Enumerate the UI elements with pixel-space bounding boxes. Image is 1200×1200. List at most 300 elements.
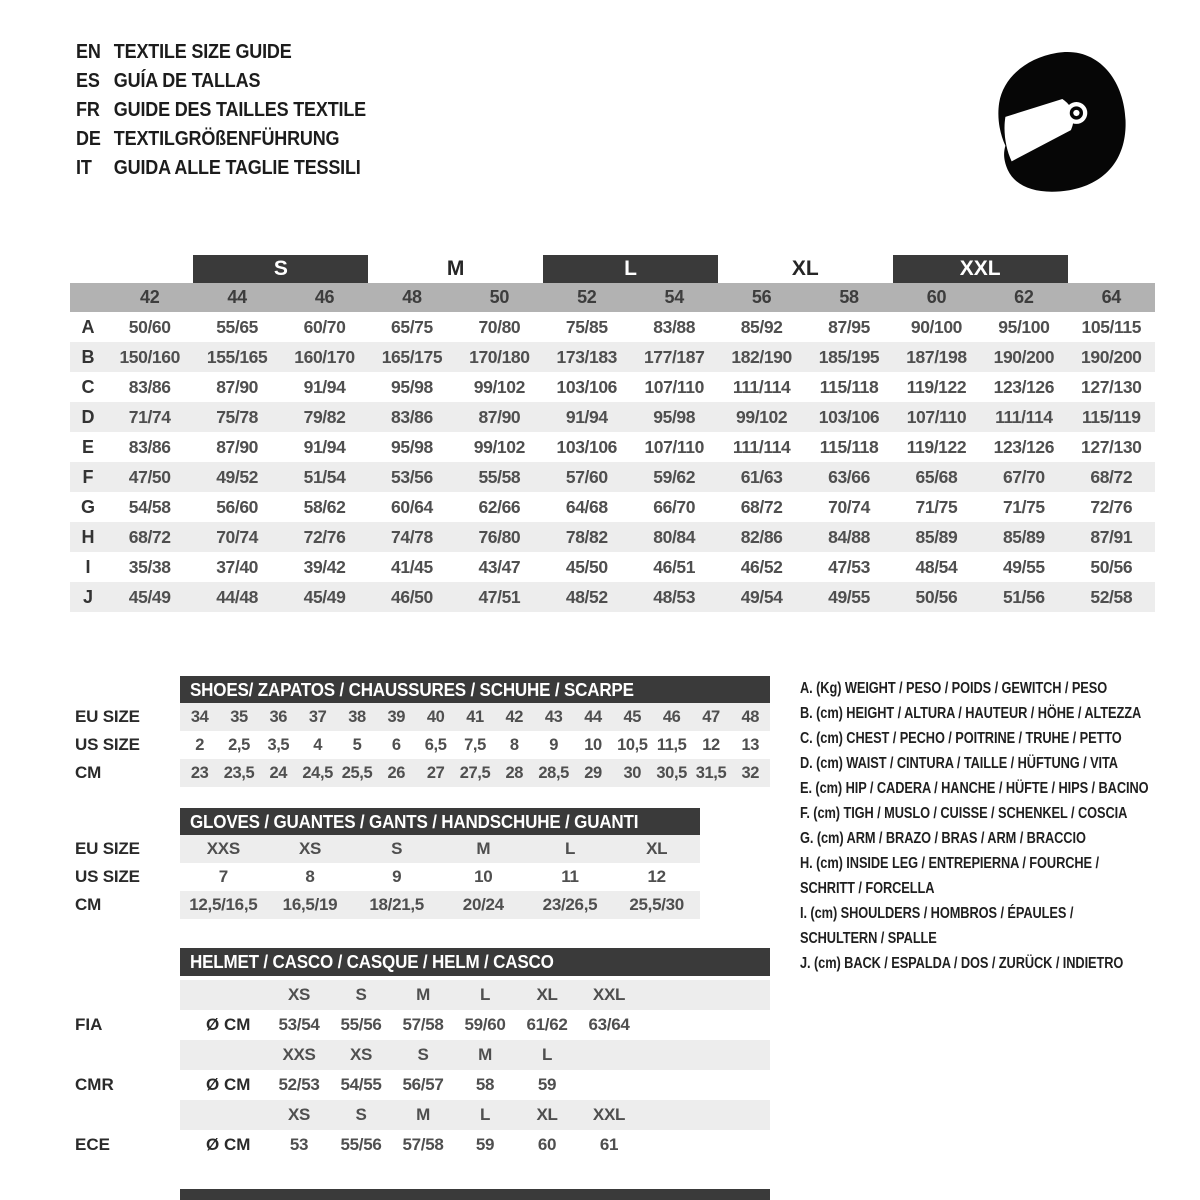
size-cell: 103/106 [818,406,880,427]
row-letter: B [81,346,95,367]
size-cell: 52/58 [1090,586,1133,607]
size-cell: 111/114 [732,376,791,397]
size-band-row [70,255,1155,283]
shoes-cell: 40 [426,707,445,726]
size-column-header: 62 [1014,287,1034,307]
gloves-row-us [180,863,700,891]
gloves-cell: 16,5/19 [282,895,338,914]
size-cell: 76/80 [478,526,521,547]
helmet-value-cell: 59 [475,1135,495,1154]
size-cell: 103/106 [556,436,618,457]
size-column-header: 60 [926,287,947,307]
size-cell: 83/88 [653,316,696,337]
size-cell: 111/114 [732,436,791,457]
size-cell: 182/190 [731,346,792,367]
size-cell: 53/56 [391,466,433,487]
size-cell: 127/130 [1081,376,1142,397]
helmet-value-cell: 61/62 [526,1015,568,1034]
measurement-row [70,402,1155,432]
row-label: EU SIZE [75,707,140,726]
size-cell: 50/56 [915,586,958,607]
size-cell: 160/170 [294,346,355,367]
gloves-row-eu [180,835,700,863]
helmet-value-cell: 63/64 [588,1015,630,1034]
size-cell: 75/78 [216,406,259,427]
gloves-cell: XXS [206,839,240,858]
shoes-cell: 29 [584,763,602,782]
shoes-cell: 24 [269,763,288,782]
legend-line: SCHULTERN / SPALLE [800,930,937,947]
size-cell: 185/195 [818,346,880,367]
size-cell: 85/89 [1002,526,1045,547]
size-cell: 49/55 [828,586,870,607]
helmet-value-cell: 60 [537,1135,557,1154]
size-column-header: 54 [664,287,684,307]
size-cell: 50/60 [128,316,171,337]
shoes-cell: 41 [466,707,484,726]
gloves-cell: 12 [647,867,666,886]
helmet-values-row [180,1070,770,1100]
size-cell: 48/53 [653,586,696,607]
size-cell: 87/91 [1090,526,1133,547]
size-cell: 44/48 [216,586,259,607]
gloves-row-cm [180,891,700,919]
shoes-cell: 9 [549,735,559,754]
size-cell: 99/102 [736,406,788,427]
gloves-cell: S [391,839,403,858]
shoes-cell: 26 [387,763,406,782]
size-cell: 47/51 [478,586,521,607]
shoes-section-title: SHOES/ ZAPATOS / CHAUSSURES / SCHUHE / SCARPE [190,678,634,700]
standard-label: ECE [75,1135,110,1154]
size-cell: 57/60 [565,466,608,487]
measurement-row [70,582,1155,612]
helmet-size-cell: M [478,1045,492,1064]
shoes-table [180,703,770,787]
helmet-sizes-row [180,980,770,1010]
size-cell: 187/198 [906,346,967,367]
shoes-cell: 42 [505,707,524,726]
size-cell: 65/68 [915,466,958,487]
shoes-cell: 27 [426,763,445,782]
shoes-cell: 39 [387,707,406,726]
size-cell: 61/63 [740,466,783,487]
size-column-header: 42 [139,287,160,307]
gloves-cell: 23/26,5 [542,895,598,914]
gloves-cell: 10 [474,867,493,886]
size-cell: 72/76 [303,526,346,547]
size-cell: 119/122 [906,436,967,457]
shoes-cell: 34 [190,707,209,726]
size-column-header: 50 [489,287,510,307]
size-cell: 83/86 [391,406,433,427]
helmet-value-cell: 55/56 [340,1015,382,1034]
gloves-cell: XS [298,839,322,858]
standard-label: CMR [75,1075,114,1094]
gloves-row-labels [75,835,140,919]
gloves-cell: L [564,839,576,858]
helmet-size-cell: L [541,1045,553,1064]
standard-label: FIA [75,1015,103,1034]
helmet-value-cell: 59/60 [464,1015,506,1034]
helmet-size-cell: XS [287,985,311,1004]
language-label: GUIDE DES TAILLES TEXTILE [113,99,366,121]
size-cell: 99/102 [473,376,525,397]
size-cell: 83/86 [128,436,171,457]
legend-line: H. (cm) INSIDE LEG / ENTREPIERNA / FOURCHE / [800,855,1099,872]
size-cell: 46/50 [391,586,433,607]
legend-line: D. (cm) WAIST / CINTURA / TAILLE / HÜFTUNG / VITA [800,755,1118,772]
size-cell: 48/52 [565,586,608,607]
row-label: US SIZE [75,735,140,754]
size-cell: 95/100 [998,316,1050,337]
size-cell: 60/70 [303,316,346,337]
size-band-s: S [193,255,368,283]
measurement-row [70,492,1155,522]
size-cell: 123/126 [993,436,1055,457]
size-cell: 83/86 [128,376,171,397]
size-cell: 51/56 [1002,586,1045,607]
helmet-size-cell: S [355,1105,367,1124]
shoes-cell: 4 [313,735,323,754]
shoes-cell: 27,5 [459,763,491,782]
size-cell: 190/200 [1081,346,1142,367]
helmet-value-cell: 57/58 [402,1135,444,1154]
size-cell: 75/85 [565,316,608,337]
row-letter: F [82,466,94,487]
size-cell: 67/70 [1002,466,1045,487]
size-cell: 68/72 [128,526,171,547]
shoes-cell: 13 [741,735,760,754]
size-cell: 71/75 [915,496,958,517]
size-cell: 91/94 [303,376,346,397]
size-cell: 95/98 [391,376,433,397]
size-cell: 56/60 [216,496,259,517]
helmet-value-cell: 52/53 [278,1075,320,1094]
size-column-header: 44 [227,287,247,307]
legend-line: SCHRITT / FORCELLA [800,880,935,897]
size-cell: 55/58 [478,466,521,487]
size-cell: 68/72 [1090,466,1133,487]
row-letter: E [81,436,94,457]
row-label: CM [75,895,102,914]
size-cell: 123/126 [993,376,1055,397]
shoes-section-header [180,676,770,703]
size-cell: 85/89 [915,526,958,547]
size-cell: 79/82 [303,406,346,427]
size-cell: 87/90 [216,436,259,457]
shoes-cell: 23,5 [223,763,255,782]
row-letter: H [81,526,95,547]
helmet-unit: Ø CM [206,1135,251,1154]
textile-size-table [70,255,1155,612]
size-cell: 54/58 [128,496,171,517]
helmet-value-cell: 55/56 [340,1135,382,1154]
size-cell: 39/42 [303,556,346,577]
helmet-unit-spacer [180,980,268,1010]
helmet-value-cell: 53/54 [278,1015,320,1034]
size-column-header: 48 [402,287,422,307]
size-cell: 68/72 [740,496,783,517]
language-label: TEXTILE SIZE GUIDE [113,41,292,63]
shoes-row-eu [180,703,770,731]
size-cell: 49/52 [216,466,259,487]
size-cell: 72/76 [1090,496,1133,517]
size-cell: 82/86 [740,526,783,547]
helmet-size-cell: XS [349,1045,373,1064]
size-cell: 165/175 [381,346,443,367]
size-cell: 155/165 [206,346,268,367]
shoes-cell: 36 [269,707,288,726]
language-title-list [76,38,398,183]
gloves-cell: XL [646,839,668,858]
size-cell: 105/115 [1081,316,1142,337]
size-cell: 48/54 [915,556,958,577]
size-cell: 91/94 [303,436,346,457]
shoes-cell: 43 [544,707,563,726]
gloves-cell: 7 [218,867,228,886]
shoes-cell: 7,5 [464,735,486,754]
shoes-row-us [180,731,770,759]
size-cell: 43/47 [478,556,521,577]
helmet-value-cell: 59 [537,1075,557,1094]
language-label: GUIDA ALLE TAGLIE TESSILI [113,157,361,179]
shoes-cell: 5 [352,735,362,754]
gloves-cell: 12,5/16,5 [189,895,258,914]
language-row [76,67,366,96]
helmet-value-cell: 53 [289,1135,309,1154]
shoes-cell: 47 [702,707,720,726]
row-label: US SIZE [75,867,140,886]
legend-line: J. (cm) BACK / ESPALDA / DOS / ZURÜCK / INDIETRO [800,955,1124,972]
legend-line: E. (cm) HIP / CADERA / HANCHE / HÜFTE / HIPS / BACINO [800,780,1149,797]
size-cell: 41/45 [391,556,433,577]
size-cell: 47/53 [828,556,870,577]
helmet-size-cell: S [355,985,367,1004]
measurement-row [70,432,1155,462]
gloves-cell: 25,5/30 [629,895,684,914]
shoes-cell: 38 [348,707,366,726]
helmet-value-cell: 54/55 [340,1075,382,1094]
gloves-cell: 18/21,5 [369,895,424,914]
size-cell: 45/49 [128,586,171,607]
size-cell: 70/74 [216,526,259,547]
shoes-cell: 10,5 [617,735,648,754]
shoes-cell: 10 [584,735,602,754]
helmet-size-cell: M [416,1105,430,1124]
size-cell: 37/40 [216,556,259,577]
shoes-cell: 31,5 [695,763,727,782]
size-column-header: 56 [751,287,772,307]
size-cell: 115/118 [819,436,879,457]
size-cell: 58/62 [303,496,346,517]
shoes-cell: 2 [195,735,205,754]
shoes-cell: 11,5 [656,735,687,754]
measurement-row [70,312,1155,342]
size-cell: 103/106 [556,376,618,397]
gloves-section-title: GLOVES / GUANTES / GANTS / HANDSCHUHE / GUANTI [190,810,639,832]
size-cell: 115/118 [819,376,879,397]
racing-helmet-glyph [982,42,1138,198]
helmet-value-cell: 58 [475,1075,495,1094]
shoes-row-cm [180,759,770,787]
size-band-m: M [446,257,465,280]
size-column-header: 46 [314,287,335,307]
size-cell: 47/50 [128,466,171,487]
shoes-cell: 2,5 [228,735,250,754]
band-spacer [70,255,193,283]
shoes-cell: 32 [741,763,760,782]
gloves-cell: 20/24 [462,895,504,914]
row-letter: I [85,556,91,577]
gloves-section-header [180,808,700,835]
size-cell: 55/65 [216,316,259,337]
helmet-size-cell: XXL [592,1105,626,1124]
row-letter: A [81,316,95,337]
shoes-cell: 37 [308,707,327,726]
language-label: GUÍA DE TALLAS [113,70,261,92]
shoes-cell: 45 [623,707,642,726]
size-cell: 111/114 [995,406,1053,427]
shoes-cell: 44 [584,707,602,726]
helmet-unit: Ø CM [206,1075,251,1094]
helmet-size-cell: XXL [592,985,626,1004]
size-cell: 74/78 [391,526,433,547]
helmet-unit-spacer [180,1040,268,1070]
size-cell: 190/200 [993,346,1055,367]
gloves-cell: M [476,839,491,858]
size-cell: 107/110 [644,376,704,397]
shoes-cell: 25,5 [341,763,373,782]
helmet-size-cell: XL [536,1105,558,1124]
language-code: ES [76,70,100,92]
size-cell: 46/52 [740,556,783,577]
size-cell: 85/92 [740,316,783,337]
size-cell: 91/94 [565,406,608,427]
size-cell: 60/64 [391,496,433,517]
legend-line: C. (cm) CHEST / PECHO / POITRINE / TRUHE / PETTO [800,730,1122,747]
size-cell: 51/54 [303,466,346,487]
size-cell: 87/90 [216,376,259,397]
size-cell: 71/74 [128,406,171,427]
size-cell: 87/90 [478,406,521,427]
size-cell: 127/130 [1081,436,1142,457]
shoes-cell: 23 [190,763,209,782]
size-cell: 45/50 [565,556,608,577]
size-cell: 78/82 [565,526,608,547]
size-cell: 84/88 [828,526,870,547]
measurement-row [70,552,1155,582]
size-cell: 62/66 [478,496,521,517]
size-cell: 64/68 [565,496,608,517]
size-cell: 95/98 [653,406,696,427]
size-cell: 115/119 [1082,406,1141,427]
size-cell: 46/51 [653,556,696,577]
helmet-size-cell: XXS [282,1045,316,1064]
size-cell: 177/187 [643,346,705,367]
cropped-section-bar [180,1189,770,1200]
size-cell: 80/84 [653,526,696,547]
legend-line: B. (cm) HEIGHT / ALTURA / HAUTEUR / HÖHE / ALTEZZA [800,705,1142,722]
measurement-legend [800,676,1200,976]
size-cell: 70/74 [828,496,870,517]
shoes-cell: 24,5 [302,763,333,782]
size-cell: 65/75 [391,316,433,337]
numeric-size-row [70,283,1155,312]
helmet-size-cell: XS [287,1105,311,1124]
size-cell: 66/70 [653,496,696,517]
size-band-xl: XL [791,257,819,280]
gloves-table [180,835,700,919]
measurement-row [70,462,1155,492]
shoes-cell: 12 [702,735,720,754]
legend-line: A. (Kg) WEIGHT / PESO / POIDS / GEWITCH / PESO [800,680,1108,697]
language-code: DE [76,128,101,150]
size-cell: 70/80 [478,316,521,337]
size-cell: 90/100 [910,316,963,337]
size-cell: 119/122 [906,376,967,397]
helmet-value-cell: 56/57 [402,1075,444,1094]
num-spacer [70,283,106,312]
language-label: TEXTILGRÖßENFÜHRUNG [113,128,340,150]
measurement-row [70,372,1155,402]
row-letter: D [81,406,95,427]
size-band-l: L [543,255,718,283]
helmet-table [180,980,770,1160]
size-band-xxl: XXL [893,255,1068,283]
size-cell: 71/75 [1002,496,1045,517]
size-cell: 49/55 [1002,556,1045,577]
racing-helmet-icon [982,42,1138,198]
helmet-size-cell: L [479,985,491,1004]
helmet-values-row [180,1130,770,1160]
gloves-cell: 8 [305,867,315,886]
shoes-cell: 46 [662,707,681,726]
row-letter: G [80,496,95,517]
language-code: FR [76,99,100,121]
shoes-cell: 28,5 [538,763,569,782]
helmet-value-cell: 57/58 [402,1015,444,1034]
helmet-sizes-row [180,1040,770,1070]
shoes-cell: 30 [623,763,642,782]
size-cell: 35/38 [128,556,171,577]
helmet-section-header [180,948,770,976]
legend-line: I. (cm) SHOULDERS / HOMBROS / ÉPAULES / [800,905,1074,922]
band-spacer [1068,255,1155,283]
shoes-row-labels [75,703,140,787]
helmet-unit: Ø CM [206,1015,251,1034]
size-cell: 107/110 [644,436,704,457]
shoes-cell: 35 [230,707,248,726]
legend-line: F. (cm) TIGH / MUSLO / CUISSE / SCHENKEL / COSCIA [800,805,1128,822]
shoes-cell: 48 [741,707,760,726]
size-cell: 173/183 [556,346,618,367]
shoes-cell: 3,5 [267,735,290,754]
helmet-size-cell: XL [536,985,558,1004]
helmet-sizes-row [180,1100,770,1130]
helmet-section-title: HELMET / CASCO / CASQUE / HELM / CASCO [190,951,554,972]
size-cell: 63/66 [828,466,870,487]
gloves-cell: 11 [561,867,579,886]
language-row [76,125,366,154]
helmet-size-cell: M [416,985,430,1004]
size-cell: 107/110 [906,406,967,427]
size-column-header: 58 [839,287,859,307]
helmet-values-row [180,1010,770,1040]
size-cell: 49/54 [740,586,783,607]
shoes-cell: 8 [509,735,519,754]
helmet-value-cell [578,1070,640,1100]
